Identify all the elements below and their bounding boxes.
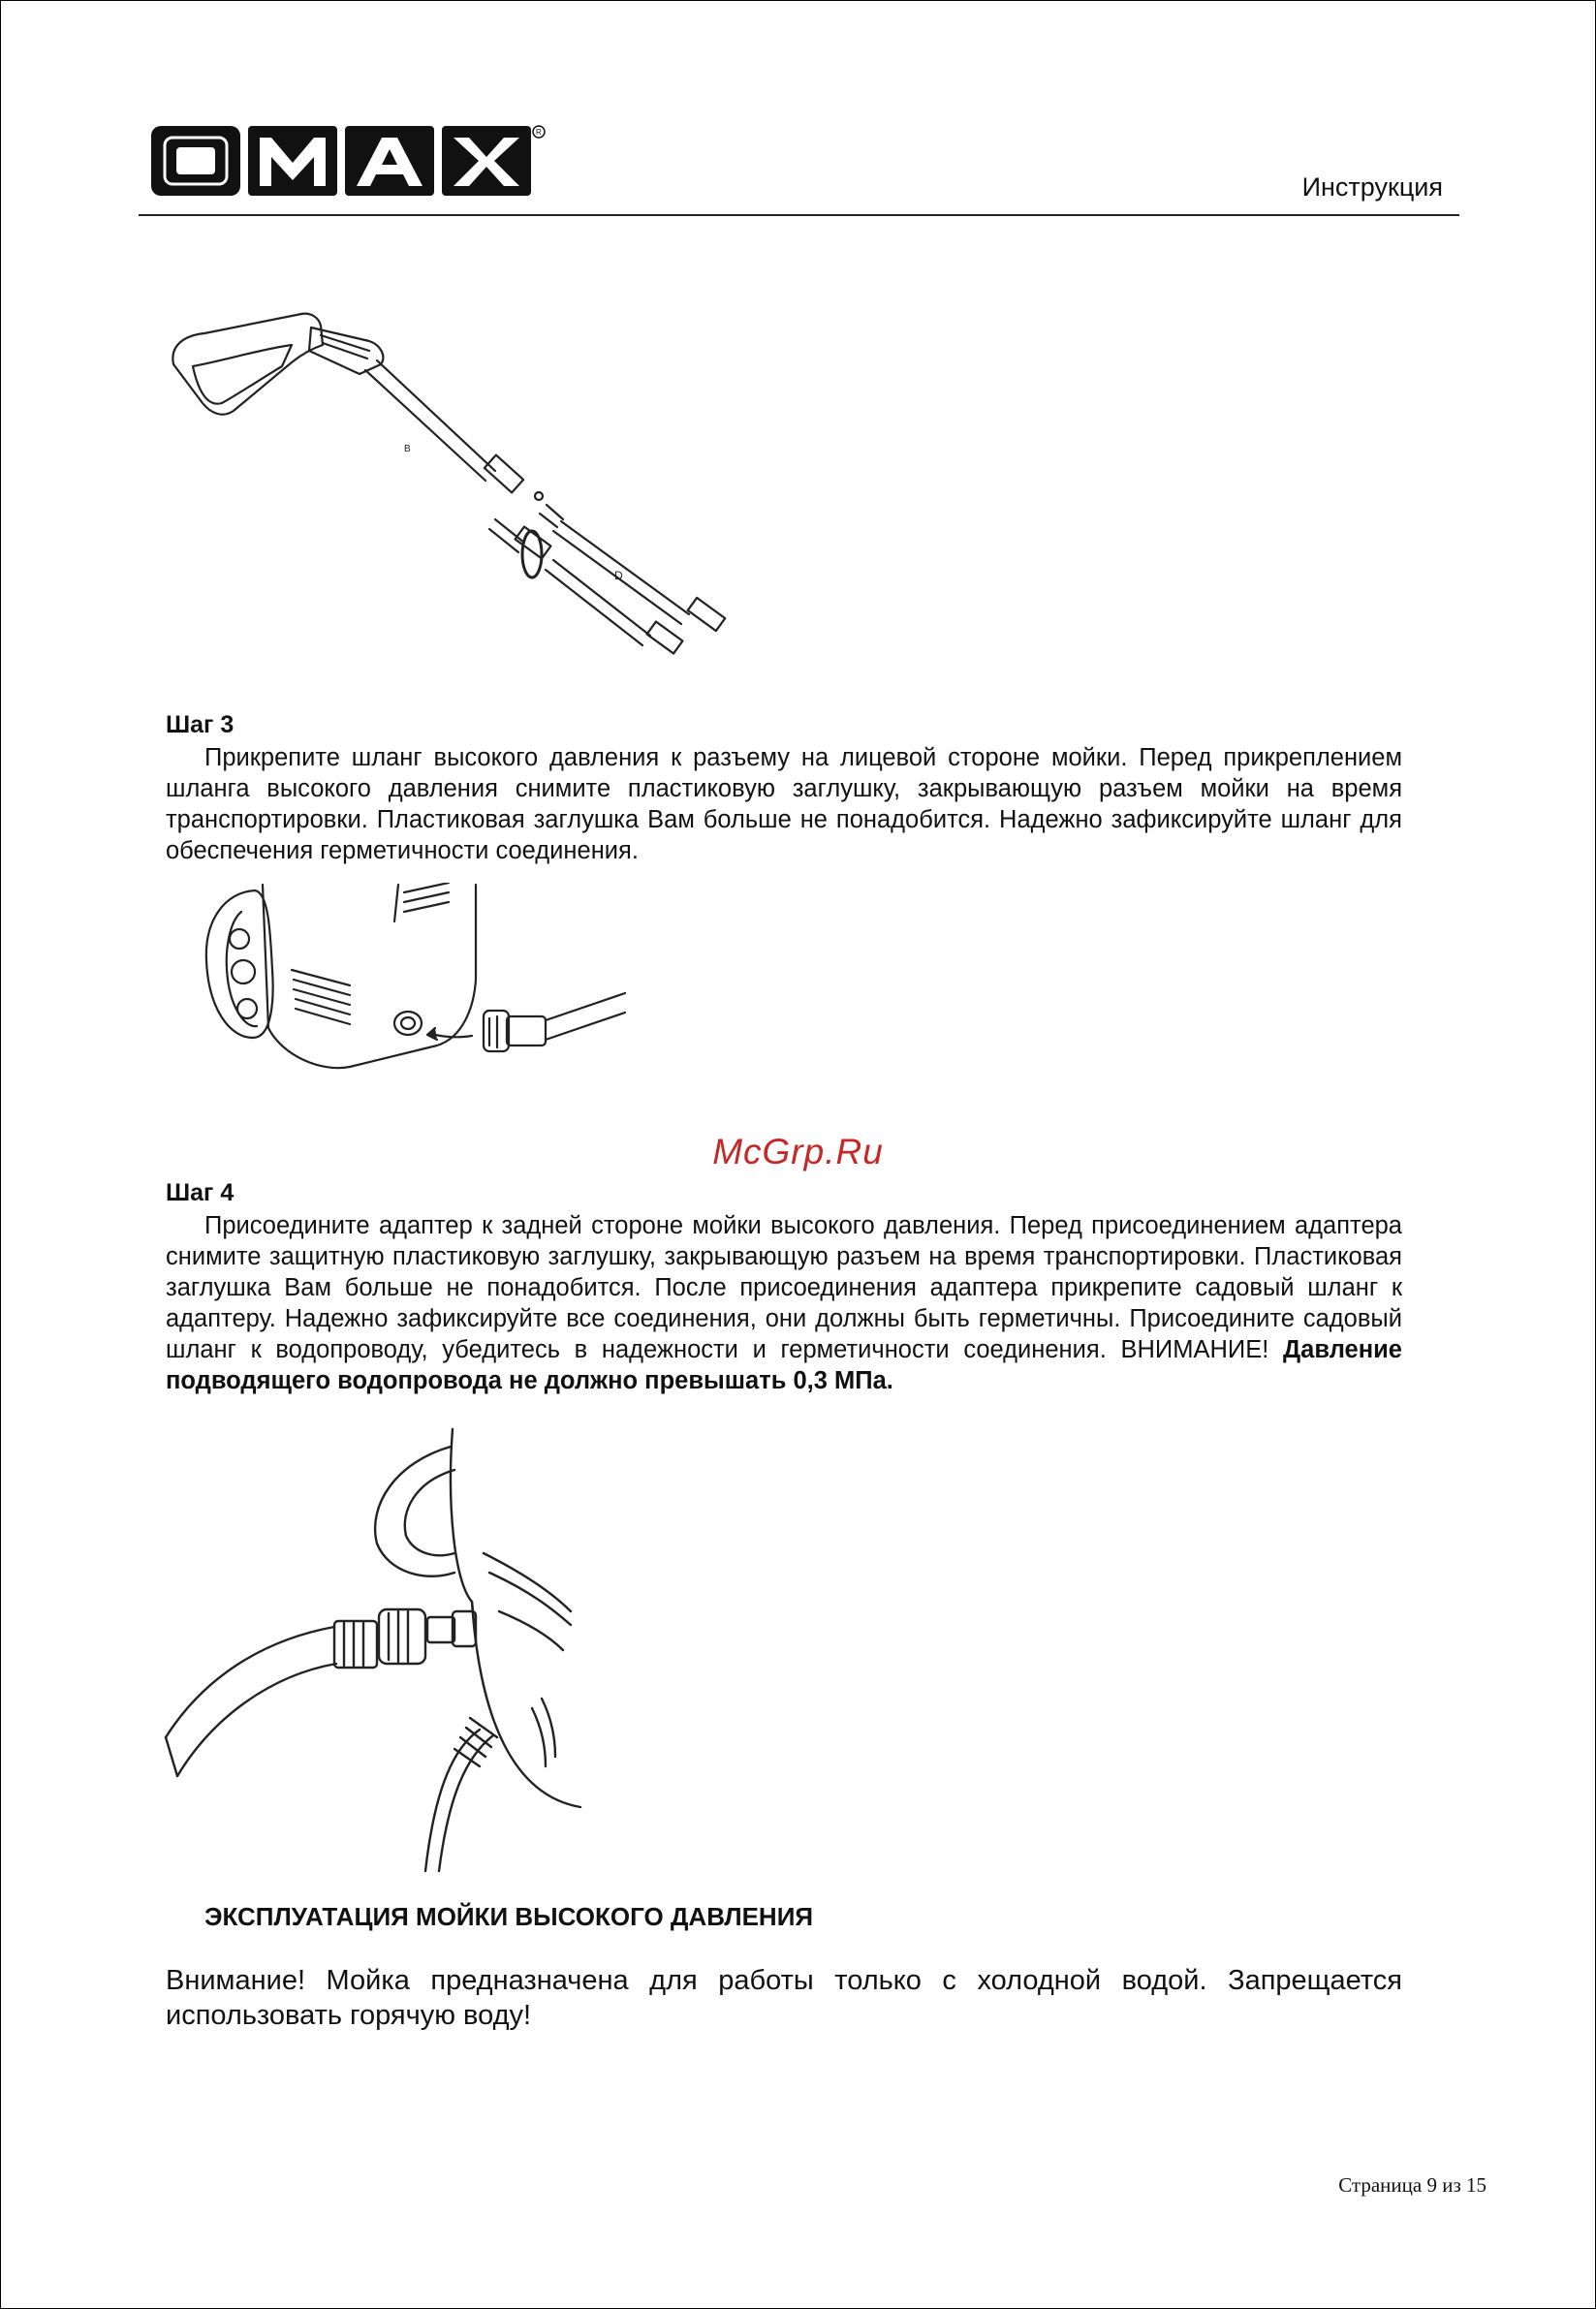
hose-connection-illustration: [195, 883, 626, 1076]
section-title: ЭКСПЛУАТАЦИЯ МОЙКИ ВЫСОКОГО ДАВЛЕНИЯ: [204, 1902, 814, 1931]
watermark: McGrp.Ru: [712, 1132, 884, 1171]
svg-text:R: R: [536, 128, 542, 137]
step4-text: Присоедините адаптер к задней стороне мойки высокого давления. Перед присоединением адаптера снимите защитную пластиковую заглушку, закрывающую разъем на время транспортировки. Пластиковая заглушка Вам больше не понадобится. После присоединения адаптера прикрепите садовый шланг к адаптеру. Надежно зафиксируйте все соединения, они должны быть герметичны. Присоедините садовый шланг к водопроводу, убедитесь в надежности и герметичности соединения. ВНИМАНИЕ! Давление подводящего водопровода не должно превышать 0,3 МПа.: [166, 1212, 1402, 1394]
omax-logo: [151, 124, 548, 198]
page-number: Страница 9 из 15: [1338, 2173, 1486, 2197]
step3-text: Прикрепите шланг высокого давления к разъему на лицевой стороне мойки. Перед прикреплением шланга высокого давления снимите пластиковую заглушку, закрывающую разъем мойки на время транспортировки. Пластиковая заглушка Вам больше не понадобится. Надежно зафиксируйте шланг для обеспечения герметичности соединения.: [166, 744, 1402, 864]
spray-gun-illustration: [166, 306, 767, 684]
step4-heading: Шаг 4: [166, 1179, 235, 1206]
header-title: Инструкция: [1301, 172, 1443, 202]
label-d: D: [614, 569, 623, 582]
label-b: B: [404, 444, 411, 454]
step3-heading: Шаг 3: [166, 711, 235, 738]
header-divider: [139, 214, 1459, 216]
adapter-connection-illustration: [164, 1427, 590, 1873]
cold-water-warning: Внимание! Мойка предназначена для работы только с холодной водой. Запрещается использовать горячую воду!: [166, 1965, 1402, 2031]
pressure-warning: Давление подводящего водопровода не должно превышать 0,3 МПа.: [166, 1336, 1402, 1394]
